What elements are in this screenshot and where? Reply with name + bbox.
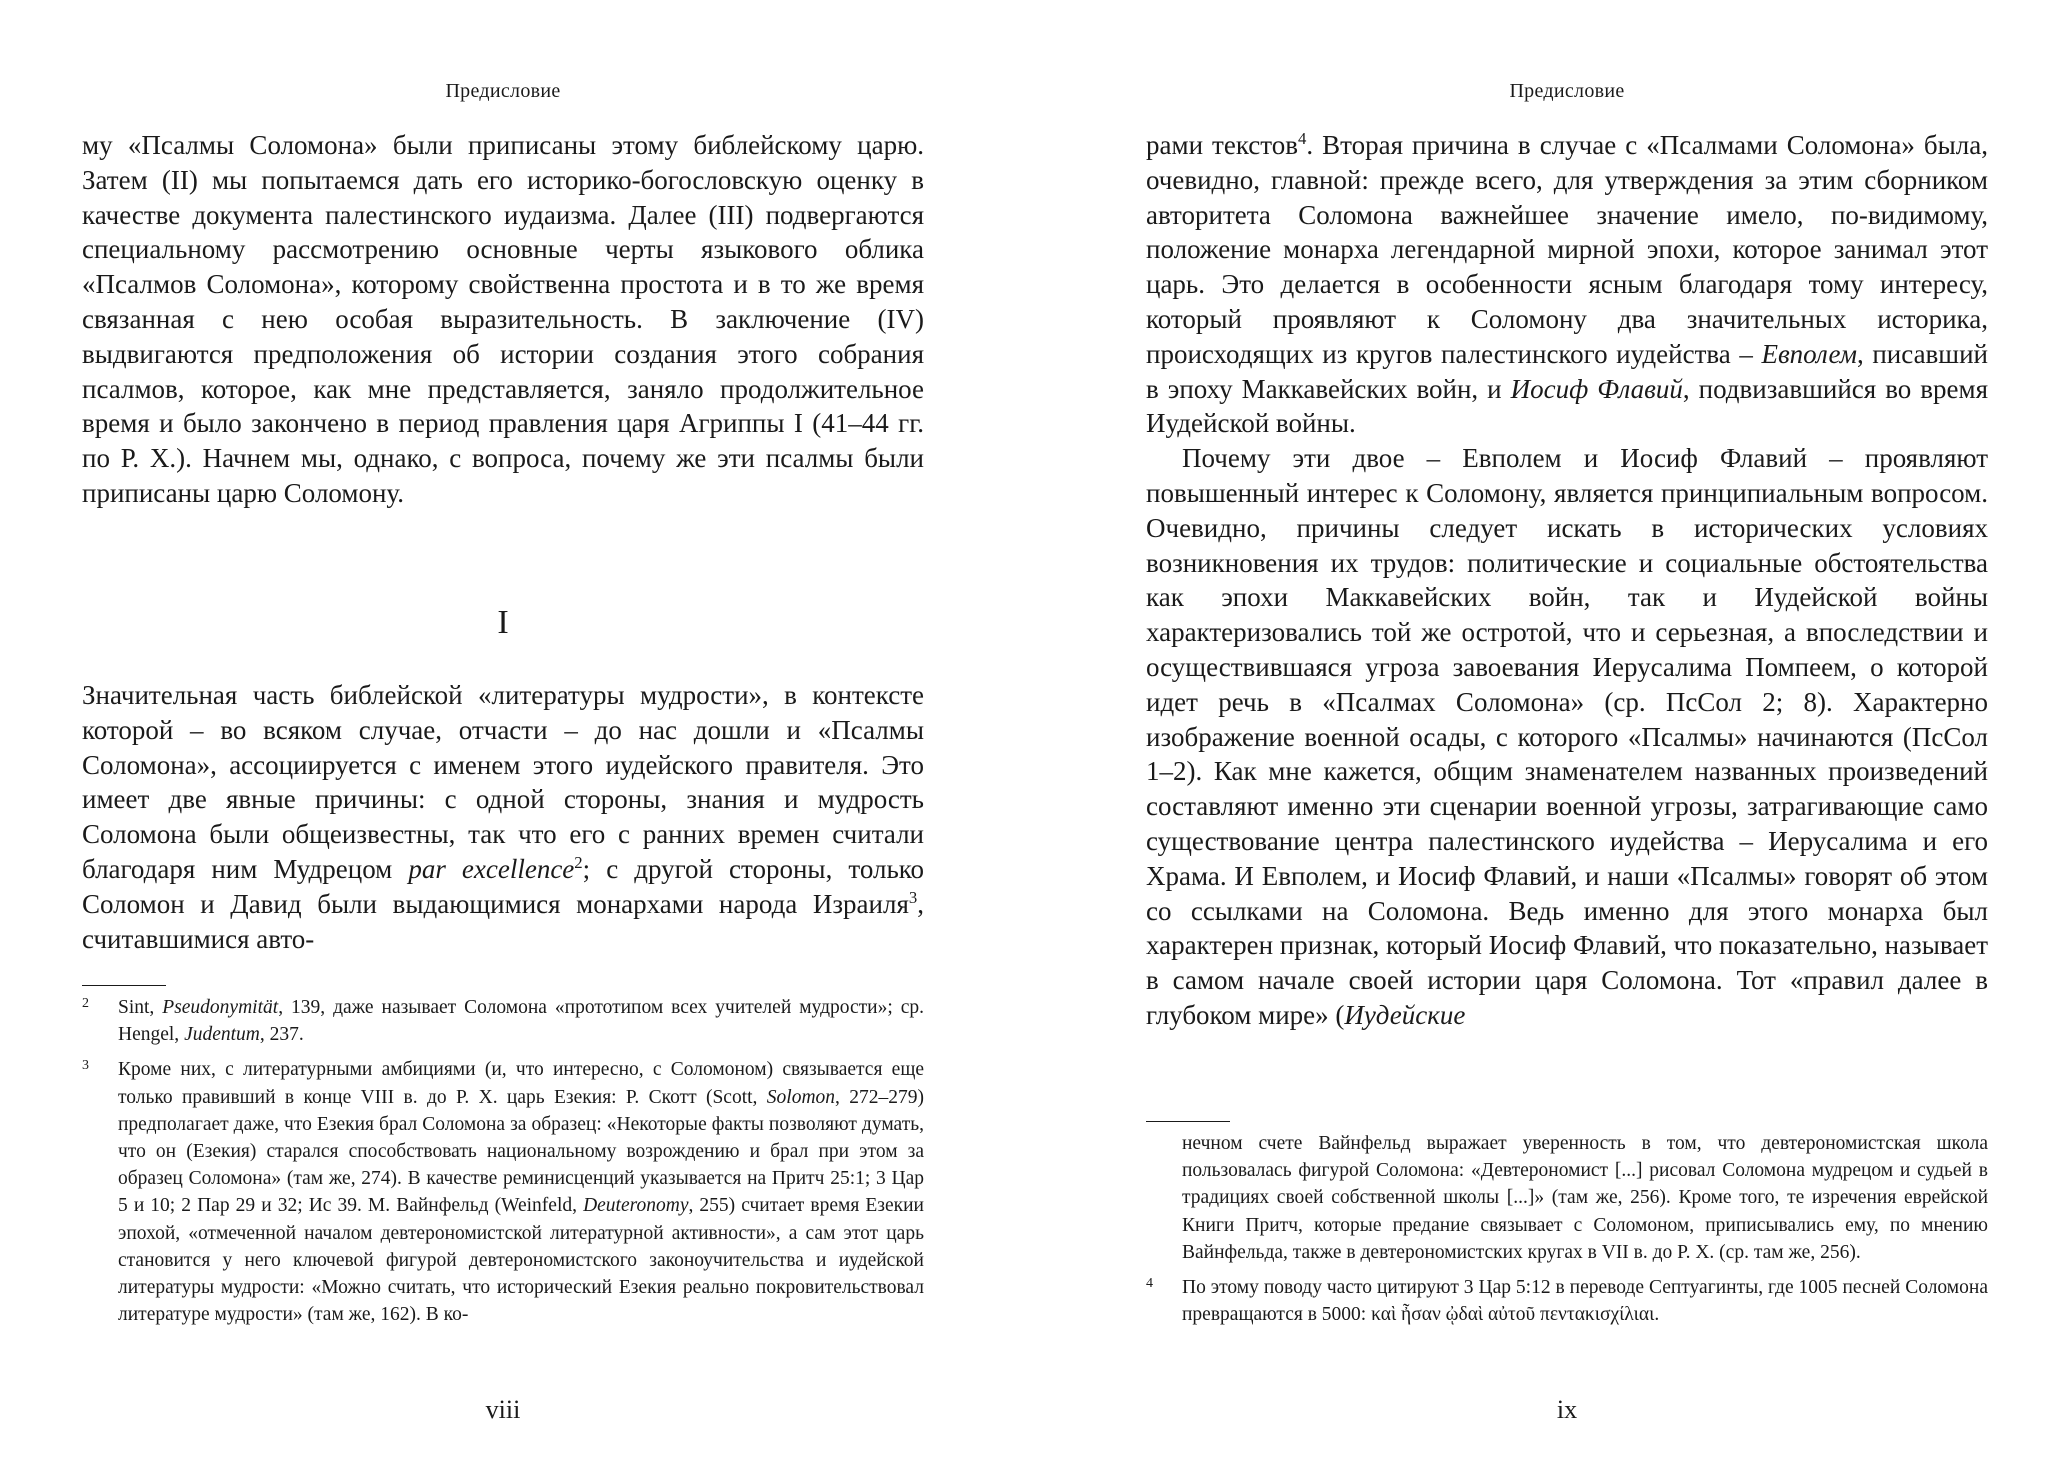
italic-term: par excellence [408, 853, 575, 884]
footnote-separator [82, 985, 166, 986]
text-run: Значительная часть библейской «литературы мудрости», в контексте которой – во всяком случае, отчасти – до нас дошли и «Псалмы Соломона», ассоциируется с именем этого иудейского правителя. Это имеет две явные причины: с одной стороны, знания и мудрость Соломона были общеизвестны, так что его с ранних времен считали благодаря ним Мудрецом [82, 680, 924, 884]
body-text [82, 128, 924, 511]
footnote-separator [1146, 1121, 1230, 1122]
text-run: Почему эти двое – Евполем и Иосиф Флавий – проявляют повышенный интерес к Соломону, является принципиальным вопросом. Очевидно, причины следует искать в исторических условиях возникновения их трудов: политические и социальные обстоятельства как эпохи Маккавейских войн, так и Иудейской войны характеризовались той же остротой, что и серьезная, а впоследствии и осуществившаяся угроза завоевания Иерусалима Помпеем, о которой идет речь в «Псалмах Соломона» (ср. ПсСол 2; 8). Характерно изображение военной осады, с которого «Псалмы» начинаются (ПсСол 1–2). Как мне кажется, общим знаменателем названных произведений составляют именно эти сценарии военной угрозы, затрагивающие само существование центра палестинского иудейства – Иерусалима и его Храма. И Евполем, и Иосиф Флавий, и наши «Псалмы» говорят об этом со ссылками на Соломона. Ведь именно для этого монарха был характерен признак, который Иосиф Флавий, что показательно, называет в самом начале своей истории царя Соломона. Тот «правил далее в глубоком мире» ( [1146, 443, 1988, 1030]
footnote [82, 1056, 924, 1328]
text-run: , 255) считает время Езекии эпохой, «отмеченной началом девтерономистской литературной активности», а сам этот царь становится у него ключевой фигурой девтерономистского законоучительства и иудейской литературы мудрости: «Можно считать, что исторический Езекия реально покровительствовал литературе мудрости» (там же, 162). В ко- [118, 1195, 924, 1326]
footnotes [1146, 1130, 1988, 1328]
body-text [1146, 128, 1988, 1033]
paragraph [1146, 441, 1988, 1033]
page-number: viii [485, 1395, 521, 1424]
paragraph: му «Псалмы Соломона» были приписаны этому библейскому царю. Затем (II) мы попытаемся дать его историко-богословскую оценку в качестве документа палестинского иудаизма. Далее (III) подвергаются специальному рассмотрению основные черты языкового облика «Псалмов Соломона», которому свойственна простота и в то же время связанная с нею особая выразительность. В заключение (IV) выдвигаются предположения об истории создания этого собрания псалмов, которое, как мне представляется, заняло продолжительное время и было закончено в период правления царя Агриппы I (41–44 гг. по Р. Х.). Начнем мы, однако, с вопроса, почему же эти псалмы были приписаны царю Соломону. [82, 130, 924, 508]
text-run: , 272–279) предполагает даже, что Езекия брал Соломона за образец: «Некоторые факты позволяют думать, что он (Езекия) старался способствовать национальному возрождению и брал при этом за образец Соломона» (там же, 274). В качестве реминисценций указывается на Притч 25:1; 3 Цар 5 и 10; 2 Пар 29 и 32; Ис 39. М. Вайнфельд (Weinfeld, [118, 1086, 925, 1217]
text-run: , писавший в эпоху Маккавейских войн, и [1146, 338, 1988, 404]
italic-title: Deuteronomy [583, 1195, 689, 1217]
footnote-number: 4 [1146, 1276, 1153, 1292]
text-run: , 237. [259, 1024, 304, 1046]
italic-title: Pseudonymität [162, 997, 279, 1018]
text-run: рами текстов [1146, 130, 1298, 160]
text-run: . Вторая причина в случае с «Псалмами Соломона» была, очевидно, главной: прежде всего, для утверждения за этим сборником авторитета Соломона важнейшее значение имело, по-видимому, положение монарха легендарной мирной эпохи, которое занимал этот царь. Это делается в особенности ясным благодаря тому интересу, который проявляют к Соломону два значительных историка, происходящих из кругов палестинского иудейства – [1146, 130, 1988, 369]
paragraph [82, 678, 924, 956]
footnote [82, 994, 924, 1048]
italic-name: Иосиф Флавий [1510, 373, 1683, 404]
text-run: , считавшимися авто- [82, 888, 924, 954]
left-page [82, 0, 924, 1482]
running-head: Предисловие [1509, 80, 1625, 102]
text-run: Кроме них, с литературными амбициями (и, что интересно, с Соломоном) связывается еще только правивший в конце VIII в. до Р. Х. царь Езекия: Р. Скотт (Scott, [118, 1059, 924, 1108]
footnote-number: 2 [82, 996, 89, 1011]
footnote-ref: 2 [574, 852, 583, 872]
text-run: Sint, [118, 997, 163, 1018]
text-run: ; с другой стороны, только Соломон и Давид были выдающимися монархами народа Израиля [82, 853, 925, 919]
text-run: По этому поводу часто цитируют 3 Цар 5:12 в переводе Септуагинты, где 1005 песней Соломона превращаются в 5000: καὶ ἦσαν ᾠδαὶ αὐτοῦ πεντακισχίλιαι. [1182, 1277, 1988, 1326]
footnote-continuation: нечном счете Вайнфельд выражает уверенность в том, что девтерономистская школа пользовалась фигурой Соломона: «Девтерономист [...] рисовал Соломона мудрецом и судьей в традициях своей собственной школы [...]» (там же, 256). Кроме того, те изречения еврейской Книги Притч, которые предание связывает с Соломоном, приписывались ему, по мнению Вайнфельда, также в девтерономистских кругах в VII в. до Р. Х. (ср. там же, 256). [1182, 1133, 1988, 1263]
footnote-ref: 4 [1297, 129, 1307, 148]
italic-title: Judentum [184, 1024, 260, 1046]
section-body-text [82, 678, 924, 956]
right-page [1146, 0, 1988, 1482]
paragraph [1146, 128, 1988, 441]
footnotes [82, 994, 924, 1328]
section-heading: I [497, 604, 509, 641]
italic-name: Евполем [1761, 338, 1857, 369]
footnote-ref: 3 [908, 887, 918, 907]
italic-title: Solomon [766, 1086, 836, 1108]
italic-title: Иудейские [1344, 999, 1466, 1030]
footnote [1146, 1274, 1988, 1328]
footnote-number: 3 [82, 1058, 89, 1074]
text-run: , подвизавшийся во время Иудейской войны. [1146, 373, 1989, 439]
page-number: ix [1556, 1395, 1578, 1424]
running-head: Предисловие [445, 80, 561, 102]
text-run: , 139, даже называет Соломона «прототипом всех учителей мудрости»; ср. Hengel, [118, 997, 925, 1046]
